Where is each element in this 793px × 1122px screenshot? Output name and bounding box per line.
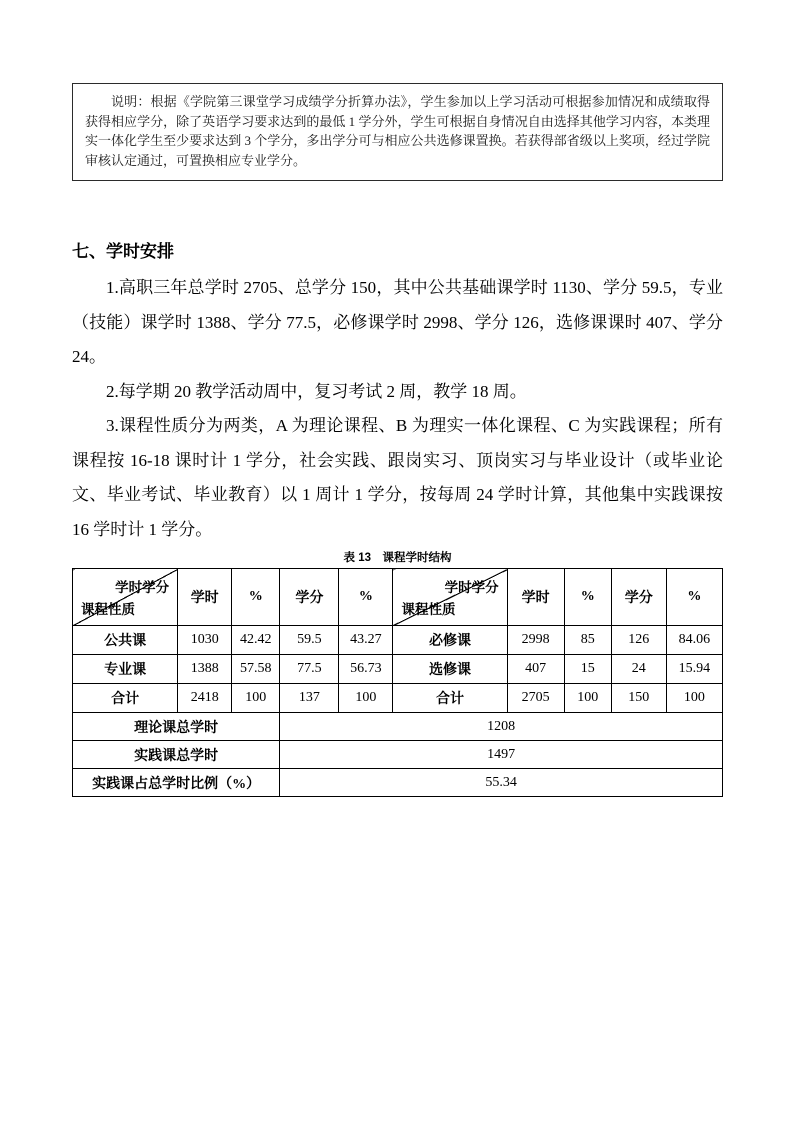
paragraph-total-hours: 1.高职三年总学时 2705、总学分 150，其中公共基础课学时 1130、学分 59.5，专业（技能）课学时 1388、学分 77.5，必修课学时 2998、学分 126，选修课课时 407、学分 24。 [72,278,723,366]
cell-hours: 1388 [178,655,232,684]
table-header-row [73,569,723,626]
row-label-major-course: 专业课 [73,655,178,684]
cell-hours-pct: 42.42 [232,626,280,655]
column-header-hours: 学时 [507,569,564,626]
summary-label-practice-hours: 实践课总学时 [73,741,280,769]
cell-hours-pct: 100 [232,684,280,713]
cell-credits: 77.5 [280,655,339,684]
column-header-hours: 学时 [178,569,232,626]
diagonal-label-top: 学时学分 [115,580,170,595]
cell-credits: 150 [611,684,666,713]
cell-hours: 1030 [178,626,232,655]
cell-hours-pct: 57.58 [232,655,280,684]
cell-credits: 126 [611,626,666,655]
cell-credits-pct: 100 [666,684,722,713]
cell-credits-pct: 43.27 [339,626,393,655]
cell-credits-pct: 56.73 [339,655,393,684]
note-text: 说明：根据《学院第三课堂学习成绩学分折算办法》，学生参加以上学习活动可根据参加情况和成绩取得获得相应学分，除了英语学习要求达到的最低 1 学分外，学生可根据自身情况自由选择其他学习内容，本类理实一体化学生至少要求达到 3 个学分，多出学分可与相应公共选修课置换。若获得部省级以上奖项，经过学院审核认定通过，可置换相应专业学分。 [85,94,710,168]
summary-value-practice-ratio: 55.34 [280,769,723,797]
cell-hours: 2998 [507,626,564,655]
diagonal-header-cell-right [393,569,507,626]
column-header-credits-pct: % [339,569,393,626]
diagonal-label-bottom: 课程性质 [401,602,456,617]
row-label-required-course: 必修课 [393,626,507,655]
course-hours-table [72,568,723,797]
section-body [72,271,723,547]
cell-hours: 407 [507,655,564,684]
note-box [72,83,723,181]
cell-hours-pct: 15 [564,655,611,684]
summary-row [73,713,723,741]
cell-credits-pct: 84.06 [666,626,722,655]
cell-credits: 59.5 [280,626,339,655]
row-label-total-left: 合计 [73,684,178,713]
cell-hours: 2705 [507,684,564,713]
summary-label-practice-ratio: 实践课占总学时比例（%） [73,769,280,797]
paragraph-course-types: 3.课程性质分为两类，A 为理论课程、B 为理实一体化课程、C 为实践课程；所有课程按 16-18 课时计 1 学分，社会实践、跟岗实习、顶岗实习与毕业设计（或毕业论文、毕业考试、毕业教育）以 1 周计 1 学分，按每周 24 学时计算，其他集中实践课按 16 学时计 1 学分。 [72,416,723,539]
table-row [73,626,723,655]
summary-value-theory-hours: 1208 [280,713,723,741]
section-heading: 七、学时安排 [72,242,174,261]
paragraph-teaching-weeks: 2.每学期 20 教学活动周中，复习考试 2 周，教学 18 周。 [106,381,527,401]
column-header-hours-pct: % [564,569,611,626]
table-row [73,684,723,713]
table-caption: 表 13 课程学时结构 [343,552,452,564]
column-header-credits: 学分 [280,569,339,626]
cell-hours-pct: 85 [564,626,611,655]
summary-label-theory-hours: 理论课总学时 [73,713,280,741]
row-label-public-course: 公共课 [73,626,178,655]
summary-value-practice-hours: 1497 [280,741,723,769]
column-header-credits: 学分 [611,569,666,626]
summary-row [73,769,723,797]
diagonal-header-cell-left [73,569,178,626]
row-label-elective-course: 选修课 [393,655,507,684]
diagonal-label-top: 学时学分 [444,580,499,595]
cell-credits-pct: 15.94 [666,655,722,684]
table-row [73,655,723,684]
row-label-total-right: 合计 [393,684,507,713]
column-header-credits-pct: % [666,569,722,626]
cell-credits-pct: 100 [339,684,393,713]
cell-credits: 24 [611,655,666,684]
column-header-hours-pct: % [232,569,280,626]
cell-credits: 137 [280,684,339,713]
diagonal-label-bottom: 课程性质 [81,602,135,617]
summary-row [73,741,723,769]
cell-hours: 2418 [178,684,232,713]
cell-hours-pct: 100 [564,684,611,713]
